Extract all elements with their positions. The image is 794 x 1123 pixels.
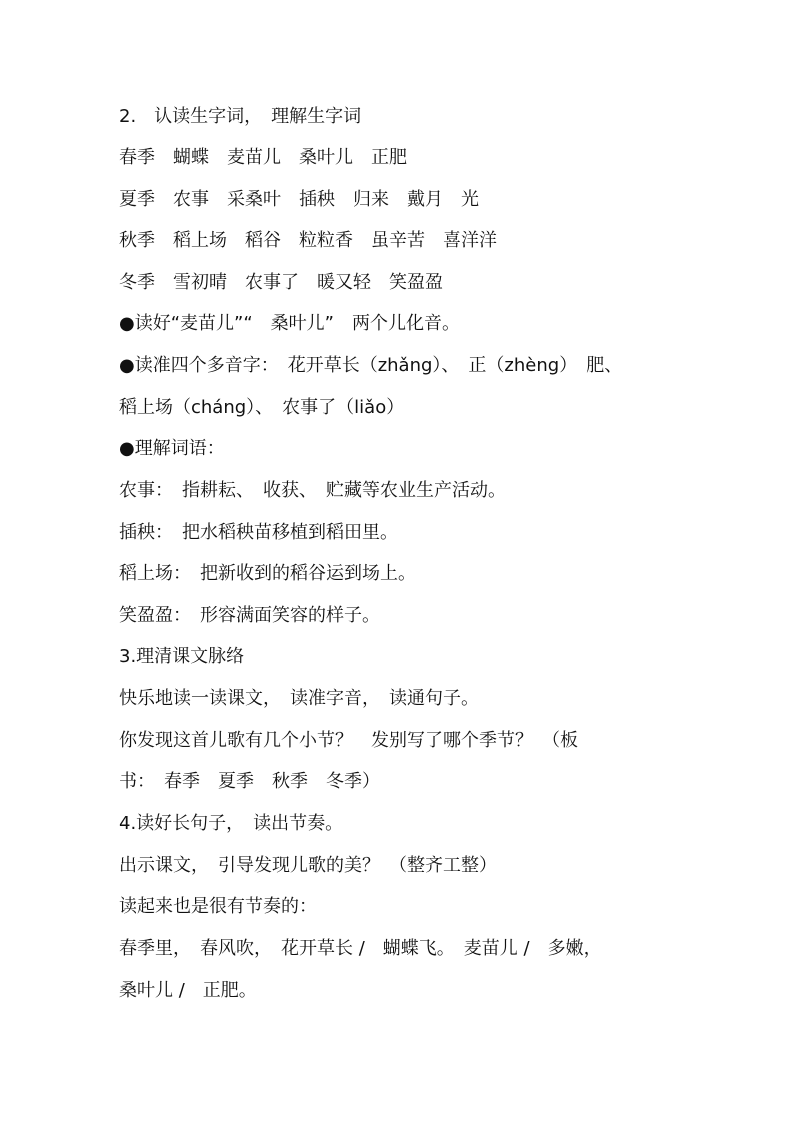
definition-daoshangchang: 稻上场： 把新收到的稻谷运到场上。 [119,563,416,584]
word-row-summer: 夏季 农事 采桑叶 插秧 归来 戴月 光 [119,189,479,210]
paragraph-read: 快乐地读一读课文， 读准字音， 读通句子。 [119,688,479,709]
paragraph-example: 春季里， 春风吹， 花开草长 / 蝴蝶飞。 麦苗儿 / 多嫩， [119,938,602,959]
word-row-spring: 春季 蝴蝶 麦苗儿 桑叶儿 正肥 [119,147,407,168]
paragraph-example-cont: 桑叶儿 / 正肥。 [119,980,257,1001]
bullet-vocabulary: ●理解词语： [119,438,225,459]
bullet-polyphones-cont: 稻上场（cháng）、 农事了（liǎo） [119,397,405,418]
definition-chayang: 插秧： 把水稻秧苗移植到稻田里。 [119,522,398,543]
definition-xiaoyingying: 笑盈盈： 形容满面笑容的样子。 [119,605,380,626]
definition-nongshi: 农事： 指耕耘、 收获、 贮藏等农业生产活动。 [119,480,506,501]
heading-4: 4.读好长句子， 读出节奏。 [119,813,344,834]
word-row-autumn: 秋季 稻上场 稻谷 粒粒香 虽辛苦 喜洋洋 [119,230,497,251]
paragraph-show: 出示课文， 引导发现儿歌的美？ （整齐工整） [119,855,497,876]
heading-3: 3.理清课文脉络 [119,646,245,667]
paragraph-question-cont: 书： 春季 夏季 秋季 冬季） [119,771,380,792]
bullet-erhua: ●读好“麦苗儿”“ 桑叶儿” 两个儿化音。 [119,313,461,334]
heading-2: 2. 认读生字词， 理解生字词 [119,106,362,127]
bullet-polyphones: ●读准四个多音字： 花开草长（zhǎng）、 正（zhèng） 肥、 [119,355,623,376]
paragraph-rhythm: 读起来也是很有节奏的： [119,896,317,917]
word-row-winter: 冬季 雪初晴 农事了 暖又轻 笑盈盈 [119,272,443,293]
paragraph-question: 你发现这首儿歌有几个小节？ 发别写了哪个季节？ （板 [119,730,578,751]
